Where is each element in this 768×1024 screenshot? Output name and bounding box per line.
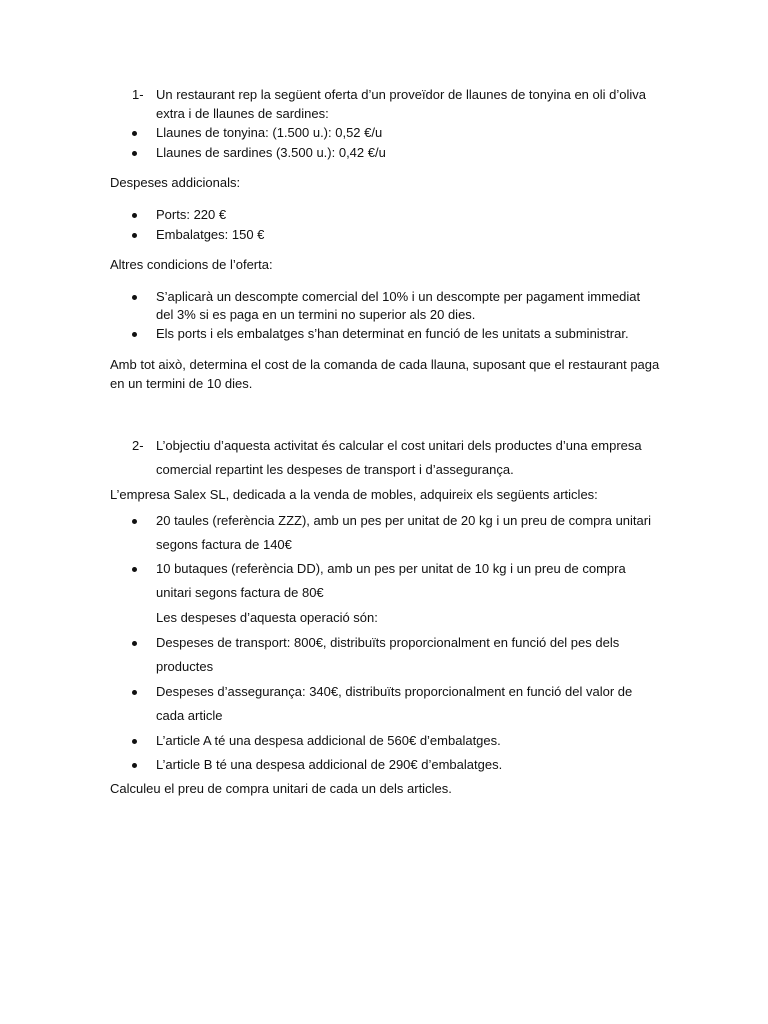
exercise-1-question-line-2: en un termini de 10 dies. xyxy=(110,376,253,391)
expense-article-a: L’article A té una despesa addicional de 560€ d’embalatges. xyxy=(156,733,501,748)
bullet-icon xyxy=(132,131,137,136)
bullet-icon xyxy=(132,567,137,572)
bullet-icon xyxy=(132,295,137,300)
expense-insurance-line-2: cada article xyxy=(156,708,223,723)
exercise-2-intro-line-2: comercial repartint les despeses de transport i d’assegurança. xyxy=(156,462,514,477)
company-line: L’empresa Salex SL, dedicada a la venda de mobles, adquireix els següents articles: xyxy=(110,487,598,502)
article-tables-line-1: 20 taules (referència ZZZ), amb un pes per unitat de 20 kg i un preu de compra unitari xyxy=(156,513,651,528)
condition-discount-line-1: S’aplicarà un descompte comercial del 10% i un descompte per pagament immediat xyxy=(156,289,641,304)
article-armchairs-line-1: 10 butaques (referència DD), amb un pes per unitat de 10 kg i un preu de compra xyxy=(156,561,626,576)
expense-insurance-line-1: Despeses d’assegurança: 340€, distribuïts proporcionalment en funció del valor de xyxy=(156,684,633,699)
bullet-icon xyxy=(132,151,137,156)
exercise-2-number: 2- xyxy=(132,438,144,453)
cost-ports: Ports: 220 € xyxy=(156,207,227,222)
exercise-2-intro-line-1: L’objectiu d’aquesta activitat és calcular el cost unitari dels productes d’una empresa xyxy=(156,438,642,453)
exercise-1-intro-line-1: Un restaurant rep la següent oferta d’un proveïdor de llaunes de tonyina en oli d’oliva xyxy=(156,87,646,102)
conditions-heading: Altres condicions de l’oferta: xyxy=(110,257,273,272)
condition-discount-line-2: del 3% si es paga en un termini no superior als 20 dies. xyxy=(156,307,476,322)
expenses-heading: Les despeses d’aquesta operació són: xyxy=(156,610,378,625)
product-sardines: Llaunes de sardines (3.500 u.): 0,42 €/u xyxy=(156,145,386,160)
exercise-1-intro-line-2: extra i de llaunes de sardines: xyxy=(156,106,329,121)
bullet-icon xyxy=(132,739,137,744)
product-tuna: Llaunes de tonyina: (1.500 u.): 0,52 €/u xyxy=(156,125,383,140)
bullet-icon xyxy=(132,332,137,337)
bullet-icon xyxy=(132,690,137,695)
exercise-1-number: 1- xyxy=(132,87,144,102)
expense-article-b: L’article B té una despesa addicional de 290€ d’embalatges. xyxy=(156,757,503,772)
bullet-icon xyxy=(132,763,137,768)
expense-transport-line-2: productes xyxy=(156,659,214,674)
bullet-icon xyxy=(132,641,137,646)
bullet-icon xyxy=(132,233,137,238)
article-tables-line-2: segons factura de 140€ xyxy=(156,537,292,552)
exercise-2-question: Calculeu el preu de compra unitari de cada un dels articles. xyxy=(110,781,452,796)
bullet-icon xyxy=(132,519,137,524)
exercise-1-question-line-1: Amb tot això, determina el cost de la comanda de cada llauna, suposant que el restaurant paga xyxy=(110,357,660,372)
bullet-icon xyxy=(132,213,137,218)
expense-transport-line-1: Despeses de transport: 800€, distribuïts proporcionalment en funció del pes dels xyxy=(156,635,620,650)
additional-costs-heading: Despeses addicionals: xyxy=(110,175,241,190)
cost-packaging: Embalatges: 150 € xyxy=(156,227,265,242)
article-armchairs-line-2: unitari segons factura de 80€ xyxy=(156,585,324,600)
condition-ports-packaging: Els ports i els embalatges s’han determinat en funció de les unitats a subministrar. xyxy=(156,326,629,341)
